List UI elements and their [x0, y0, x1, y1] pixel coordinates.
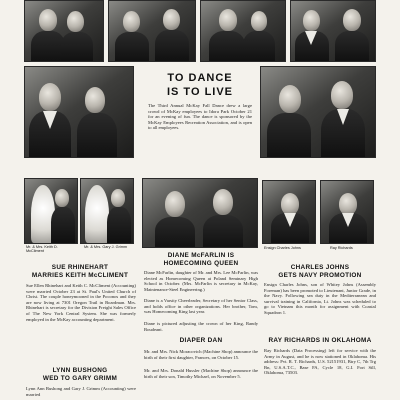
feature-body: The Third Annual McKay Fall Dance drew a large crowd of McKay employees to Idora Park October 21 for an evening of fun. The dance is sponsored by the McKay Employees Recreation Association, and is open to all employees. [148, 103, 252, 131]
dance-photo-couple-5 [24, 66, 134, 158]
wedding-photo-grimm [80, 178, 134, 244]
caption-richards: Ray Richards [330, 246, 353, 250]
rhinehart-title-line2: MARRIES KEITH McCLIMENT [31, 272, 129, 279]
johns-title-line1: CHARLES JOHNS [290, 264, 350, 271]
richards-body: Ray Richards (Data Processing) left for service with the Army in August, and he is now stationed in Oklahoma. His address: Pvt. R. T. Richards, U.S. 52151931, Btry C, 7th Trg Bn, U.S.A.T.C., Base FA, Cycle 18, G.I. Fort Sill, Oklahoma, 73503. [264, 348, 376, 376]
dance-photo-couple-3 [200, 0, 286, 62]
dance-photo-couple-2 [108, 0, 196, 62]
mcfarlin-title-line1: DIANE McFARLIN IS [167, 252, 235, 259]
rhinehart-body: Sue Ellen Rhinehart and Keith C. McCliment (Accounting) were married October 23 at St. Paul's United Church of Christ. The couple honeymooned in the Poconos and they are now living at 7301 Oregon Trail in Boardman. Mrs. Rhinehart is secretary for the Division Freight Sales Office of The New York Central System. She was formerly employed in the McKay accounting department. [26, 283, 136, 322]
bushong-title-line1: LYNN BUSHONG [52, 367, 108, 374]
johns-title-line2: GETS NAVY PROMOTION [278, 272, 362, 279]
caption-johns: Ensign Charles Johns [264, 246, 301, 250]
wedding-photo-mccliment [24, 178, 78, 244]
navy-photo-johns [262, 180, 316, 244]
feature-headline-line1: TO DANCE [167, 72, 233, 84]
feature-headline-line2: IS TO LIVE [166, 86, 234, 98]
dance-photo-couple-1 [24, 0, 104, 62]
diaper-title: DIAPER DAN [179, 337, 223, 344]
dance-photo-couple-6 [260, 66, 376, 158]
army-photo-richards [320, 180, 374, 244]
mcfarlin-body-2: Diane is a Varsity Cheerleader, Secretary of her Senior Class, and holds office in other organizations. Her brother, Tom, was Homecoming King last year. [144, 298, 258, 315]
homecoming-photo [142, 178, 258, 248]
diaper-body-2: Mr. and Mrs. Donald Hussler (Machine Shop) announce the birth of their son, Timothy Michael, on November 5. [144, 368, 258, 379]
caption-grimm: Mr. & Mrs. Gary J. Grimm [84, 245, 128, 249]
bushong-title-line2: WED TO GARY GRIMM [42, 375, 118, 382]
mcfarlin-body-3: Diane is pictured adjusting the crown of her King, Randy Boudeant. [144, 321, 258, 332]
dance-photo-couple-4 [290, 0, 376, 62]
bushong-body: Lynn Ann Bushong and Gary J. Grimm (Accounting) were married [26, 386, 136, 397]
johns-body: Ensign Charles Johns, son of Whitey Johns (Assembly Foreman) has been promoted to Lieutenant, Junior Grade, in the Navy. Following sea duty in the Mediterranean and survival training in California, Lt. Johns was scheduled to go to Vietnam this month for assignment with Coastal Squadron 1. [264, 282, 376, 315]
richards-title: RAY RICHARDS IN OKLAHOMA [268, 337, 372, 344]
rhinehart-title-line1: SUE RHINEHART [51, 264, 109, 271]
mcfarlin-body-1: Diane McFarlin, daughter of Mr. and Mrs. Lee McFarlin, was elected as Homecoming Queen at Poland Seminary High School in October. (Mrs. McFarlin is secretary in McKay, Maintenance-Steel Engineering.) [144, 270, 258, 292]
caption-mccliment: Mr. & Mrs. Keith D. McCliment [26, 245, 58, 254]
diaper-body-1: Mr. and Mrs. Nick Moracovich (Machine Shop) announce the birth of their first daughter, Frances, on October 15. [144, 349, 258, 360]
mcfarlin-title-line2: HOMECOMING QUEEN [163, 260, 239, 267]
